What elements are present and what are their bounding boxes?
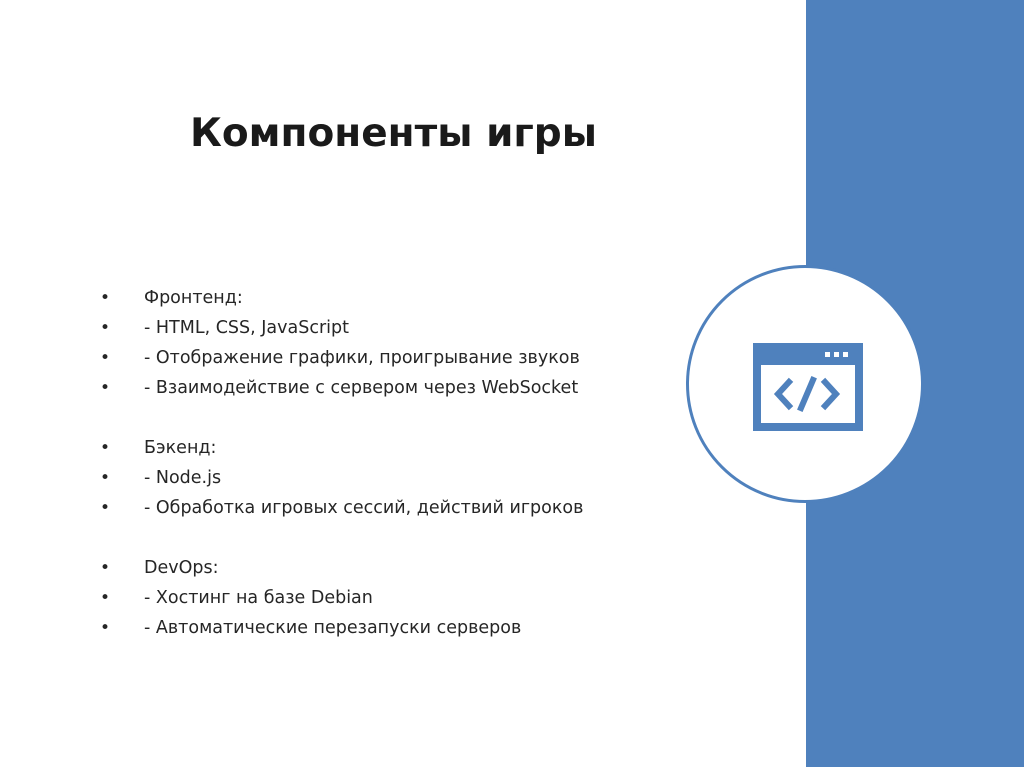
bullet-text: Бэкенд:: [144, 438, 217, 458]
bullet-item: [100, 583, 583, 613]
bullet-item: [100, 433, 583, 463]
bullet-dot: •: [100, 318, 111, 338]
code-window-icon: [753, 343, 863, 431]
bullet-item: [100, 463, 583, 493]
bullet-dot: •: [100, 378, 111, 398]
bullet-text: - Взаимодействие с сервером через WebSocket: [144, 378, 579, 398]
bullet-item: [100, 493, 583, 523]
bullet-list: [100, 283, 583, 643]
bullet-spacer: [100, 403, 583, 433]
bullet-item: [100, 343, 583, 373]
bullet-text: - Хостинг на базе Debian: [144, 588, 373, 608]
bullet-text: - Node.js: [144, 468, 222, 488]
bullet-text: - Обработка игровых сессий, действий игроков: [144, 498, 584, 518]
bullet-dot: •: [100, 468, 111, 488]
bullet-dot: •: [100, 498, 111, 518]
bullet-text: - Отображение графики, проигрывание звуков: [144, 348, 580, 368]
bullet-dot: •: [100, 618, 111, 638]
bullet-item: [100, 613, 583, 643]
slide-title: Компоненты игры: [190, 111, 597, 156]
bullet-dot: •: [100, 438, 111, 458]
bullet-text: Фронтенд:: [144, 288, 243, 308]
bullet-item: [100, 313, 583, 343]
bullet-dot: •: [100, 588, 111, 608]
bullet-text: - HTML, CSS, JavaScript: [144, 318, 349, 338]
bullet-text: - Автоматические перезапуски серверов: [144, 618, 522, 638]
bullet-item: [100, 283, 583, 313]
bullet-item: [100, 373, 583, 403]
bullet-item: [100, 553, 583, 583]
bullet-text: DevOps:: [144, 558, 219, 578]
bullet-dot: •: [100, 558, 111, 578]
bullet-spacer: [100, 523, 583, 553]
icon-circle: [686, 265, 924, 503]
bullet-dot: •: [100, 348, 111, 368]
bullet-dot: •: [100, 288, 111, 308]
